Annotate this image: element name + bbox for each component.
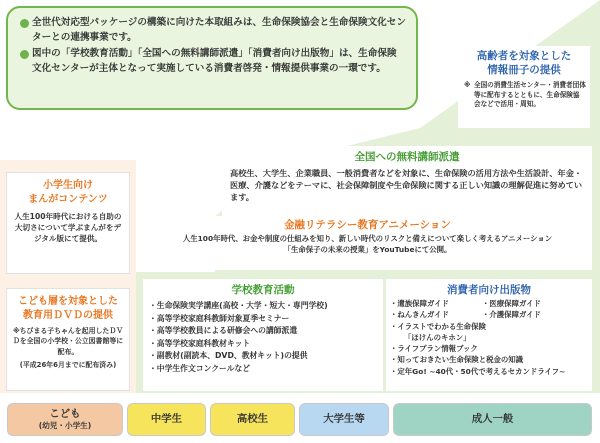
dvd-box [6,288,130,391]
bullet-dot-icon [20,50,29,59]
elderly-booklet-title: 高齢者を対象とした 情報冊子の提供 [476,50,572,76]
list-item: 「ほけんのキホン」 [404,332,471,342]
list-item: ・ライフプラン情報ブック [390,344,478,354]
bullet-dot-icon [20,19,29,28]
finance-animation-title: 金融リテラシー教育アニメーション [284,219,451,231]
list-item: ・ねんきんガイド ・介護保障ガイド [390,310,541,320]
dvd-note: (平成26年6月までに配布済み) [19,361,117,370]
list-item: ・定年Go! ~40代・50代で考えるセカンドライフ~ [390,366,566,376]
school-education-list [149,300,377,376]
dvd-text: ※ちびまる子ちゃんを起用したＤＶＤを全国の小学校・公立図書館等に配布。 [12,327,124,356]
manga-content-text: 人生100年時代における自助の大切さについて学ぶまんがをデジタル版にて提供。 [14,212,122,244]
list-item: ・高等学校家庭科教師対象夏季セミナー [149,313,290,323]
list-item: ・中学生作文コンクールなど [149,363,251,373]
free-lecturer-text: 高校生、大学生、企業職員、一般消費者などを対象に、生命保険の活用方法や生活設計、年金・医療、介護などをテーマに、社会保障制度や生命保険に関する正しい知識の理解促進に努めています。 [230,168,583,203]
notice-item-1: 全世代対応型パッケージの構築に向けた本取組みは、生命保険協会と生命保険文化センターとの連携事業です。 [20,16,406,45]
tier-adult: 成人一般 [393,403,592,436]
tier-university: 大学生等 [299,403,389,436]
free-lecturer-title: 全国への無料講師派遣 [354,151,460,163]
tier-kids: こども (幼児・小学生) [7,403,123,436]
manga-content-box [6,172,130,274]
list-item: ・高等学校教員による研修会への講師派遣 [149,326,298,336]
consumer-publications-title: 消費者向け出版物 [447,284,531,296]
list-item: ・遺族保障ガイド ・医療保障ガイド [390,299,541,308]
dvd-title: こども層を対象とした 教育用ＤＶＤの提供 [18,296,118,321]
tier-high-school: 高校生 [210,403,295,436]
finance-animation-line-1: 人生100年時代、お金や制度の仕組みを知り、新しい時代のリスクと備えについて楽しく考えるアニメーション [182,234,553,243]
list-item: ・生命保険実学講座(高校・大学・短大・専門学校) [149,301,328,310]
school-education-title: 学校教育活動 [231,284,295,296]
tier-junior-high: 中学生 [127,403,206,436]
elderly-booklet-note: ※ 全国の消費生活センター・消費者団体等に配布するとともに、生命保険協会などで活用・周知。 [464,81,586,109]
school-education-box [143,279,383,391]
list-item: ・イラストでわかる生命保険 [390,321,486,331]
notice-box [6,6,418,110]
manga-content-title: 小学生向け まんがコンテンツ [28,180,108,205]
free-lecturer-box [222,146,592,216]
finance-animation-line-2: 「生命保子の未来の授業」をYouTubeにて公開。 [283,245,452,254]
consumer-publications-box [386,279,592,391]
elderly-booklet-box [458,46,590,128]
list-item: ・知っておきたい生命保険と税金の知識 [390,355,524,365]
list-item: ・高等学校家庭科教材キット [149,338,251,348]
notice-item-2: 図中の「学校教育活動」「全国への無料講師派遣」「消費者向け出版物」は、生命保険文化センターが主体となって実施している消費者啓発・情報提供事業の一環です。 [20,47,406,76]
list-item: ・副教材(副読本、DVD、教材キット)の提供 [149,351,308,361]
finance-animation-box [143,216,592,270]
